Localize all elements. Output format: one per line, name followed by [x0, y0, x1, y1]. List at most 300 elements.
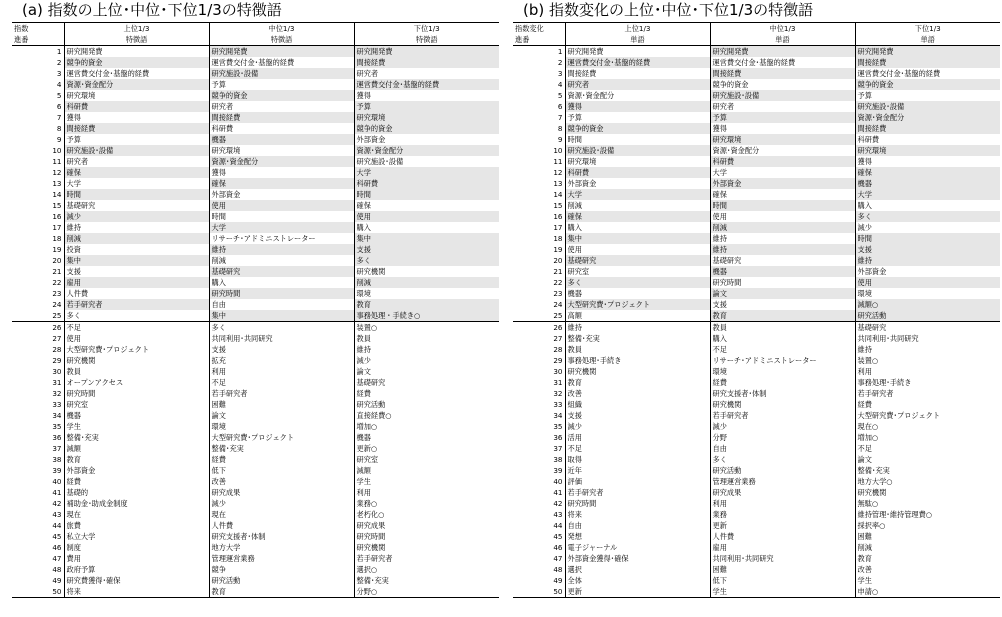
- term-cell: 論文: [354, 366, 499, 377]
- table-row: [12, 344, 499, 355]
- table-row: [12, 520, 499, 531]
- rank-number: 37: [52, 444, 62, 453]
- panel-b-sub-mid: 単語: [710, 34, 855, 46]
- term-cell: 研究者: [64, 156, 209, 167]
- rank-number: 17: [553, 223, 563, 232]
- term-cell: 研究環境: [710, 134, 855, 145]
- rank-number: 14: [52, 190, 62, 199]
- rank-number: 45: [52, 532, 62, 541]
- term-cell: 多く: [64, 310, 209, 322]
- table-row: [513, 586, 1000, 598]
- rank-number: 48: [553, 565, 563, 574]
- term-cell: 機器: [209, 134, 354, 145]
- table-row: [12, 586, 499, 598]
- term-cell: 事務処理･手続き: [855, 377, 1000, 388]
- term-cell: 維持: [64, 222, 209, 233]
- term-cell: 使用: [855, 277, 1000, 288]
- rank-number: 43: [553, 510, 563, 519]
- term-cell: 経費: [209, 454, 354, 465]
- term-cell: 利用: [710, 498, 855, 509]
- rank-number: 37: [553, 444, 563, 453]
- term-cell: 業務○: [354, 498, 499, 509]
- term-cell: 教育: [64, 454, 209, 465]
- rank-number: 38: [553, 455, 563, 464]
- term-cell: 獲得: [855, 156, 1000, 167]
- rank-number: 21: [52, 267, 62, 276]
- table-row: [513, 101, 1000, 112]
- term-cell: 支援: [209, 344, 354, 355]
- table-row: [12, 299, 499, 310]
- table-row: [12, 399, 499, 410]
- term-cell: 維持: [565, 322, 710, 334]
- rank-number: 19: [553, 245, 563, 254]
- term-cell: 研究活動: [710, 465, 855, 476]
- term-cell: 大型研究費･プロジェクト: [565, 299, 710, 310]
- term-cell: 基礎的: [64, 487, 209, 498]
- term-cell: 高額: [565, 310, 710, 322]
- term-cell: 競争: [209, 564, 354, 575]
- term-cell: 整備･充実: [855, 465, 1000, 476]
- term-cell: 削減: [209, 255, 354, 266]
- term-cell: 更新: [565, 586, 710, 598]
- term-cell: 支援: [64, 266, 209, 277]
- table-row: [12, 244, 499, 255]
- term-cell: 獲得: [64, 112, 209, 123]
- term-cell: 確保: [64, 167, 209, 178]
- term-cell: 学生: [855, 575, 1000, 586]
- term-cell: 維持: [855, 255, 1000, 266]
- term-cell: 教育: [565, 377, 710, 388]
- term-cell: 管理運営業務: [710, 476, 855, 487]
- term-cell: 研究開発費: [209, 46, 354, 58]
- term-cell: 購入: [354, 222, 499, 233]
- term-cell: 教員: [710, 322, 855, 334]
- rank-number: 39: [553, 466, 563, 475]
- rank-number: 14: [553, 190, 563, 199]
- term-cell: 費用: [64, 553, 209, 564]
- term-cell: 教育: [354, 299, 499, 310]
- table-row: [513, 355, 1000, 366]
- term-cell: 自由: [710, 443, 855, 454]
- panel-a-sub-mid: 特徴語: [209, 34, 354, 46]
- term-cell: 科研費: [855, 134, 1000, 145]
- term-cell: 教員: [354, 333, 499, 344]
- table-row: [513, 123, 1000, 134]
- rank-number: 42: [52, 499, 62, 508]
- term-cell: 減少: [855, 222, 1000, 233]
- table-row: [513, 244, 1000, 255]
- table-row: [513, 443, 1000, 454]
- rank-number: 44: [52, 521, 62, 530]
- term-cell: 外部資金: [710, 178, 855, 189]
- term-cell: 外部資金: [565, 178, 710, 189]
- term-cell: 教員: [565, 344, 710, 355]
- panel-b-label-line1: 指数変化: [513, 23, 565, 35]
- table-row: [12, 200, 499, 211]
- rank-number: 22: [52, 278, 62, 287]
- table-row: [513, 542, 1000, 553]
- term-cell: 不足: [855, 443, 1000, 454]
- term-cell: 多く: [565, 277, 710, 288]
- term-cell: 不足: [64, 322, 209, 334]
- term-cell: 研究環境: [64, 90, 209, 101]
- table-row: [513, 57, 1000, 68]
- term-cell: 科研費: [565, 167, 710, 178]
- panel-b-group-top: 上位1/3: [565, 23, 710, 35]
- rank-number: 18: [553, 234, 563, 243]
- rank-number: 12: [553, 168, 563, 177]
- rank-number: 22: [553, 278, 563, 287]
- term-cell: 論文: [710, 288, 855, 299]
- term-cell: 獲得: [209, 167, 354, 178]
- term-cell: 大学: [855, 189, 1000, 200]
- rank-number: 41: [553, 488, 563, 497]
- table-row: [12, 476, 499, 487]
- term-cell: 研究機関: [565, 366, 710, 377]
- panel-b-body: [513, 46, 1000, 598]
- table-row: [513, 90, 1000, 101]
- table-row: [513, 399, 1000, 410]
- rank-number: 15: [553, 201, 563, 210]
- table-row: [513, 134, 1000, 145]
- term-cell: 更新○: [354, 443, 499, 454]
- term-cell: 不足: [710, 344, 855, 355]
- table-row: [513, 377, 1000, 388]
- term-cell: 研究者: [565, 79, 710, 90]
- term-cell: 予算: [354, 101, 499, 112]
- table-row: [12, 277, 499, 288]
- term-cell: 研究環境: [209, 145, 354, 156]
- table-row: [12, 112, 499, 123]
- term-cell: 購入: [209, 277, 354, 288]
- table-row: [513, 421, 1000, 432]
- term-cell: 研究開発費: [354, 46, 499, 58]
- term-cell: 運営費交付金･基盤的経費: [64, 68, 209, 79]
- term-cell: 制度: [64, 542, 209, 553]
- table-row: [513, 333, 1000, 344]
- table-row: [12, 68, 499, 79]
- term-cell: 若手研究者: [64, 299, 209, 310]
- term-cell: 大型研究費･プロジェクト: [209, 432, 354, 443]
- table-row: [513, 520, 1000, 531]
- table-row: [12, 288, 499, 299]
- term-cell: 改善: [209, 476, 354, 487]
- term-cell: 基礎研究: [209, 266, 354, 277]
- term-cell: 研究時間: [64, 388, 209, 399]
- rank-number: 25: [553, 311, 563, 320]
- term-cell: 環境: [855, 288, 1000, 299]
- rank-number: 20: [553, 256, 563, 265]
- term-cell: 研究開発費: [855, 46, 1000, 58]
- rank-number: 5: [557, 91, 563, 100]
- term-cell: 削減: [710, 222, 855, 233]
- term-cell: 多く: [209, 322, 354, 334]
- table-row: [513, 288, 1000, 299]
- term-cell: 間接経費: [855, 57, 1000, 68]
- table-row: [12, 498, 499, 509]
- term-cell: 削減: [565, 200, 710, 211]
- table-row: [513, 277, 1000, 288]
- rank-number: 21: [553, 267, 563, 276]
- term-cell: 学生: [354, 476, 499, 487]
- table-row: [12, 553, 499, 564]
- rank-number: 40: [553, 477, 563, 486]
- term-cell: 間接経費: [354, 57, 499, 68]
- rank-number: 32: [553, 389, 563, 398]
- table-row: [12, 310, 499, 322]
- panel-b-group-bottom: 下位1/3: [855, 23, 1000, 35]
- table-row: [513, 68, 1000, 79]
- rank-number: 10: [52, 146, 62, 155]
- rank-number: 2: [557, 58, 563, 67]
- table-row: [513, 575, 1000, 586]
- rank-number: 23: [553, 289, 563, 298]
- term-cell: 旅費: [64, 520, 209, 531]
- rank-number: 13: [553, 179, 563, 188]
- term-cell: 低下: [710, 575, 855, 586]
- term-cell: 研究時間: [565, 498, 710, 509]
- rank-number: 10: [553, 146, 563, 155]
- term-cell: 運営費交付金･基盤的経費: [209, 57, 354, 68]
- table-row: [513, 200, 1000, 211]
- table-row: [12, 531, 499, 542]
- term-cell: 人件費: [64, 288, 209, 299]
- term-cell: 多く: [855, 211, 1000, 222]
- panel-a-label-line2: 進番: [12, 34, 64, 46]
- term-cell: オープンアクセス: [64, 377, 209, 388]
- term-cell: 多く: [710, 454, 855, 465]
- term-cell: 投資: [64, 244, 209, 255]
- term-cell: 研究活動: [209, 575, 354, 586]
- panel-a-table: [12, 22, 499, 598]
- panel-a: [12, 0, 499, 598]
- rank-number: 31: [52, 378, 62, 387]
- term-cell: 研究環境: [565, 156, 710, 167]
- term-cell: 研究成果: [710, 487, 855, 498]
- term-cell: 機器: [64, 410, 209, 421]
- table-row: [513, 299, 1000, 310]
- term-cell: 時間: [354, 189, 499, 200]
- term-cell: 機器: [354, 432, 499, 443]
- term-cell: 運営費交付金･基盤的経費: [710, 57, 855, 68]
- rank-number: 30: [553, 367, 563, 376]
- term-cell: 利用: [855, 366, 1000, 377]
- term-cell: 現在: [64, 509, 209, 520]
- rank-number: 6: [56, 102, 62, 111]
- rank-number: 16: [553, 212, 563, 221]
- term-cell: 大型研究費･プロジェクト: [64, 344, 209, 355]
- term-cell: 外部資金: [209, 189, 354, 200]
- rank-number: 49: [52, 576, 62, 585]
- term-cell: 減額: [354, 465, 499, 476]
- term-cell: 使用: [565, 244, 710, 255]
- term-cell: 共同利用･共同研究: [209, 333, 354, 344]
- term-cell: 集中: [354, 233, 499, 244]
- rank-number: 5: [56, 91, 62, 100]
- rank-number: 3: [557, 69, 563, 78]
- term-cell: 研究室: [354, 454, 499, 465]
- table-row: [513, 432, 1000, 443]
- term-cell: 外部資金: [64, 465, 209, 476]
- term-cell: 研究室: [565, 266, 710, 277]
- term-cell: 削減: [855, 542, 1000, 553]
- rank-number: 33: [52, 400, 62, 409]
- rank-number: 43: [52, 510, 62, 519]
- term-cell: 教育: [710, 310, 855, 322]
- term-cell: 環境: [710, 366, 855, 377]
- rank-number: 11: [553, 157, 563, 166]
- rank-number: 9: [56, 135, 62, 144]
- term-cell: 競争的資金: [565, 123, 710, 134]
- term-cell: 改善: [565, 388, 710, 399]
- term-cell: 予算: [64, 134, 209, 145]
- rank-number: 27: [52, 334, 62, 343]
- term-cell: 研究環境: [855, 145, 1000, 156]
- term-cell: 使用: [209, 200, 354, 211]
- rank-number: 33: [553, 400, 563, 409]
- term-cell: 維持: [354, 344, 499, 355]
- term-cell: 環境: [209, 421, 354, 432]
- rank-number: 4: [56, 80, 62, 89]
- table-row: [12, 189, 499, 200]
- term-cell: 将来: [565, 509, 710, 520]
- rank-number: 29: [553, 356, 563, 365]
- term-cell: 減額: [64, 443, 209, 454]
- term-cell: 使用: [64, 333, 209, 344]
- rank-number: 7: [557, 113, 563, 122]
- term-cell: 大学: [710, 167, 855, 178]
- panel-a-title: (a) 指数の上位･中位･下位1/3の特徴語: [22, 1, 282, 19]
- rank-number: 36: [52, 433, 62, 442]
- rank-number: 26: [12, 322, 64, 334]
- term-cell: 確保: [565, 211, 710, 222]
- term-cell: 評価: [565, 476, 710, 487]
- term-cell: 獲得: [354, 90, 499, 101]
- term-cell: 増加○: [855, 432, 1000, 443]
- term-cell: 若手研究者: [565, 487, 710, 498]
- term-cell: 学生: [710, 586, 855, 598]
- table-row: [12, 366, 499, 377]
- rank-number: 24: [52, 300, 62, 309]
- term-cell: 若手研究者: [209, 388, 354, 399]
- rank-number: 12: [52, 168, 62, 177]
- term-cell: 研究室: [64, 399, 209, 410]
- table-row: [513, 178, 1000, 189]
- term-cell: 不足: [209, 377, 354, 388]
- term-cell: 大学: [354, 167, 499, 178]
- table-row: [12, 542, 499, 553]
- term-cell: 現在○: [855, 421, 1000, 432]
- panel-a-body: [12, 46, 499, 598]
- table-row: [12, 178, 499, 189]
- table-row: [513, 266, 1000, 277]
- table-row: [12, 46, 499, 58]
- term-cell: 支援: [565, 410, 710, 421]
- rank-number: 39: [52, 466, 62, 475]
- term-cell: 経費: [354, 388, 499, 399]
- term-cell: 選択○: [354, 564, 499, 575]
- term-cell: 論文: [209, 410, 354, 421]
- term-cell: 競争的資金: [855, 79, 1000, 90]
- table-row: [12, 90, 499, 101]
- term-cell: 人件費: [710, 531, 855, 542]
- term-cell: 研究成果: [209, 487, 354, 498]
- term-cell: 若手研究者: [855, 388, 1000, 399]
- panel-a-sub-top: 特徴語: [64, 34, 209, 46]
- rank-number: 47: [52, 554, 62, 563]
- table-row: [513, 465, 1000, 476]
- term-cell: 研究施設･設備: [64, 145, 209, 156]
- term-cell: 近年: [565, 465, 710, 476]
- rank-number: 40: [52, 477, 62, 486]
- term-cell: 多く: [354, 255, 499, 266]
- rank-number: 28: [52, 345, 62, 354]
- term-cell: 研究時間: [354, 531, 499, 542]
- term-cell: 研究時間: [710, 277, 855, 288]
- table-row: [513, 410, 1000, 421]
- term-cell: 基礎研究: [710, 255, 855, 266]
- term-cell: 雇用: [64, 277, 209, 288]
- term-cell: 若手研究者: [354, 553, 499, 564]
- term-cell: 若手研究者: [710, 410, 855, 421]
- rank-number: 32: [52, 389, 62, 398]
- term-cell: 全体: [565, 575, 710, 586]
- term-cell: 機器: [855, 178, 1000, 189]
- rank-number: 19: [52, 245, 62, 254]
- panel-a-label-line1: 指数: [12, 23, 64, 35]
- term-cell: 低下: [209, 465, 354, 476]
- term-cell: 研究機関: [354, 266, 499, 277]
- table-row: [12, 410, 499, 421]
- rank-number: 47: [553, 554, 563, 563]
- table-row: [12, 255, 499, 266]
- term-cell: 研究機関: [710, 399, 855, 410]
- table-row: [12, 211, 499, 222]
- table-row: [513, 454, 1000, 465]
- term-cell: 運営費交付金･基盤的経費: [565, 57, 710, 68]
- term-cell: 確保: [354, 200, 499, 211]
- term-cell: 資源･資金配分: [209, 156, 354, 167]
- table-row: [12, 134, 499, 145]
- rank-number: 35: [52, 422, 62, 431]
- table-row: [12, 333, 499, 344]
- term-cell: 減少: [710, 421, 855, 432]
- term-cell: 削減: [354, 277, 499, 288]
- term-cell: 大型研究費･プロジェクト: [855, 410, 1000, 421]
- term-cell: 研究開発費: [710, 46, 855, 58]
- rank-number: 34: [553, 411, 563, 420]
- term-cell: 維持: [710, 244, 855, 255]
- term-cell: 維持: [710, 233, 855, 244]
- table-row: [12, 421, 499, 432]
- term-cell: 競争的資金: [64, 57, 209, 68]
- term-cell: 時間: [710, 200, 855, 211]
- table-row: [12, 432, 499, 443]
- rank-number: 8: [56, 124, 62, 133]
- term-cell: 購入: [565, 222, 710, 233]
- term-cell: 外部資金獲得･確保: [565, 553, 710, 564]
- table-row: [513, 553, 1000, 564]
- term-cell: 教育: [855, 553, 1000, 564]
- table-row: [12, 377, 499, 388]
- term-cell: 困難: [209, 399, 354, 410]
- term-cell: 管理運営業務: [209, 553, 354, 564]
- term-cell: 研究施設･設備: [565, 145, 710, 156]
- term-cell: 競争的資金: [710, 79, 855, 90]
- term-cell: 基礎研究: [855, 322, 1000, 334]
- term-cell: 競争的資金: [209, 90, 354, 101]
- term-cell: 研究時間: [209, 288, 354, 299]
